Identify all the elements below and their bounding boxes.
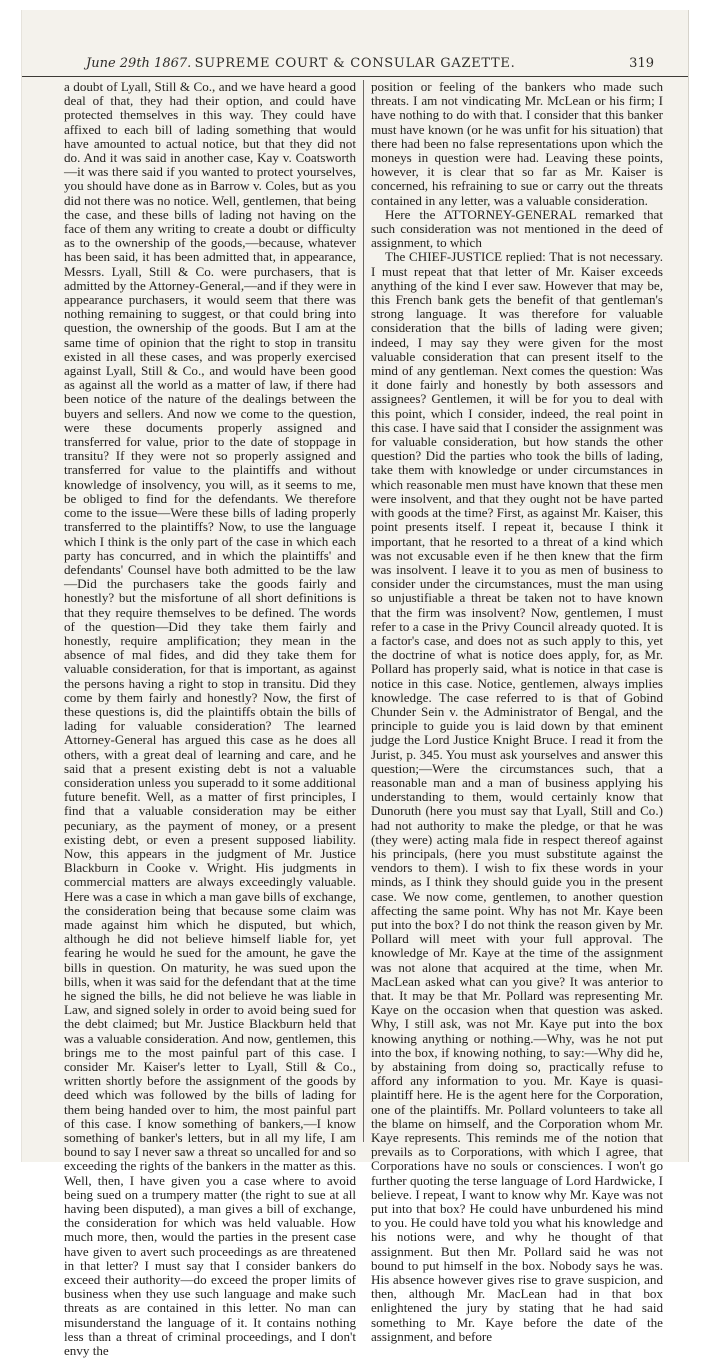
page-number: 319	[629, 56, 654, 71]
page-header	[22, 48, 688, 77]
column-divider	[363, 80, 364, 1142]
right-column	[371, 80, 663, 1344]
paragraph: position or feeling of the bankers who made such threats. I am not vindicating Mr. McLean or his firm; I have nothing to do with that. I consider that this banker must have known (or he was unfit for his situation) that there had been no false representations upon which the moneys in question were had. Leaving these points, however, it is clear that so far as Mr. Kaiser is concerned, his refraining to sue or carry out the threats contained in any letter, was a valuable consideration.	[371, 79, 663, 208]
issue-date: June 29th 1867.	[86, 56, 192, 71]
newspaper-page	[22, 10, 688, 1358]
paragraph: Here the ATTORNEY-GENERAL remarked that such consideration was not mentioned in the deed of assignment, to which	[371, 206, 663, 251]
left-column	[64, 80, 356, 1358]
paragraph: a doubt of Lyall, Still & Co., and we have heard a good deal of that, they had their option, and could have protected themselves in this way. They could have affixed to each bill of lading something that would have amounted to actual notice, but that they did not do. And it was said in another case, Kay v. Coatsworth—it was there said if you wanted to protect yourselves, you should have done as in Barrow v. Coles, but as you did not there was no notice. Well, gentlemen, that being the case, and these bills of lading not having on the face of them any writing to create a doubt or difficulty as to the ownership of the goods,—because, whatever has been said, it has been admitted that, in appearance, Messrs. Lyall, Still & Co. were purchasers, that is admitted by the Attorney-General,—and if they were in appearance purchasers, it would seem that there was nothing remaining to suggest, or that could bring into question, the ownership of the goods. But I am at the same time of opinion that the right to stop in transitu existed in all these cases, and was properly exercised against Lyall, Still & Co., and would have been good as against all the world as a matter of law, if there had been notice of the nature of the dealings between the buyers and sellers. And now we come to the question, were these documents properly assigned and transferred for value, prior to the date of stoppage in transitu? If they were not so properly assigned and transferred for value to the plaintiffs and without knowledge of insolvency, you will, as it seems to me, be obliged to find for the defendants. We therefore come to the issue—Were these bills of lading properly transferred to the plaintiffs? Now, to use the language which I think is the only part of the case in which each party has concurred, and in which the plaintiffs' and defendants' Counsel have both admitted to be the law—Did the purchasers take the goods fairly and honestly? but the misfortune of all short definitions is that they require themselves to be defined. The words of the question—Did they take them fairly and honestly, require amplification; they mean in the absence of mal fides, and did they take them for valuable consideration, for that is important, as against the persons having a right to stop in transitu. Did they come by them fairly and honestly? Now, the first of these questions is, did the plaintiffs obtain the bills of lading for valuable consideration? The learned Attorney-General has argued this case as he does all others, with a great deal of learning and care, and he said that a present existing debt is not a valuable consideration unless you superadd to it some additional future benefit. Well, as a matter of first principles, I find that a valuable consideration may be either pecuniary, as the payment of money, or a present existing debt, or even a present supposed liability. Now, this appears in the judgment of Mr. Justice Blackburn in Cooke v. Wright. His judgments in commercial matters are always exceedingly valuable. Here was a case in which a man gave bills of exchange, the consideration being that because some claim was made against him which he disputed, but which, although he did not believe himself liable for, yet fearing he would he sued for the amount, he gave the bills in question. On maturity, he was sued upon the bills, when it was said for the defendant that at the time he signed the bills, he did not believe he was liable in Law, and signed solely in order to avoid being sued for the debt claimed; but Mr. Justice Blackburn held that was a valuable consideration. And now, gentlemen, this brings me to the most painful part of this case. I consider Mr. Kaiser's letter to Lyall, Still & Co., written shortly before the assignment of the goods by deed which was followed by the bills of lading for them being handed over to him, the most painful part of this case. I know something of bankers,—I know something of banker's letters, but in all my life, I am bound to say I never saw a threat so uncalled for and so exceeding the rights of the bankers in the matter as this. Well, then, I have given you a case where to avoid being sued on a trumpery matter (the right to sue at all having been disputed), a man gives a bill of exchange, the consideration for which was held valuable. How much more, then, would the parties in the present case have given to avert such proceedings as are threatened in that letter? I must say that I consider bankers do exceed their authority—do exceed the proper limits of business when they use such language and make such threats as are contained in this letter. No man can misunderstand the language of it. It contains nothing less than a threat of criminal proceedings, and I don't envy the	[64, 79, 356, 1358]
paragraph: The CHIEF-JUSTICE replied: That is not necessary. I must repeat that that letter of Mr. Kaiser exceeds anything of the kind I ever saw. However that may be, this French bank gets the benefit of that gentleman's strong language. It was therefore for valuable consideration that the bills of lading were given; indeed, I may say they were given for the most valuable consideration that can present itself to the mind of any gentleman. Next comes the question: Was it done fairly and honestly by both assessors and assignees? Gentlemen, it will be for you to deal with this point, which I consider, indeed, the real point in this case. I have said that I consider the assignment was for valuable consideration, but how stands the other question? Did the parties who took the bills of lading, take them with knowledge or under circumstances in which reasonable men must have known that these men were insolvent, and that they ought not be have parted with goods at the time? First, as against Mr. Kaiser, this point presents itself. I repeat it, because I think it important, that he resorted to a threat of a kind which was not excusable even if he then knew that the firm was insolvent. I leave it to you as men of business to consider under the circumstances, must the man using so unjustifiable a threat be taken not to have known that the firm was insolvent? Now, gentlemen, I must refer to a case in the Privy Council already quoted. It is a factor's case, and does not as such apply to this, yet the doctrine of what is notice does apply, for, as Mr. Pollard has properly said, what is notice in that case is notice in this case. Notice, gentlemen, always implies knowledge. The case referred to is that of Gobind Chunder Sein v. the Administrator of Bengal, and the principle to guide you is laid down by that eminent judge the Lord Justice Knight Bruce. I read it from the Jurist, p. 345. You must ask yourselves and answer this question;—Were the circumstances such, that a reasonable man and a man of business applying his understanding to them, would certainly know that Dunoruth (here you must say that Lyall, Still and Co.) had not authority to make the pledge, or that he was (they were) acting mala fide in respect thereof against his principals, (here you must substitute against the vendors to them). I wish to fix these words in your minds, as I think they should guide you in the present case. We now come, gentlemen, to another question affecting the same point. Why has not Mr. Kaye been put into the box? I do not think the reason given by Mr. Pollard will meet with your full approval. The knowledge of Mr. Kaye at the time of the assignment was not alone that acquired at the time, when Mr. MacLean asked what can you give? It was anterior to that. It may be that Mr. Pollard was representing Mr. Kaye on the occasion when that question was asked. Why, I still ask, was not Mr. Kaye put into the box knowing anything or nothing.—Why, was he not put into the box, if knowing nothing, to say:—Why did he, by abstaining from doing so, practically refuse to afford any information to you. Mr. Kaye is quasi-plaintiff here. He is the agent here for the Corporation, one of the plaintiffs. Mr. Pollard volunteers to take all the blame on himself, and the Corporation whom Mr. Kaye represents. This reminds me of the notion that prevails as to Corporations, with which I agree, that Corporations have no souls or consciences. I won't go further quoting the terse language of Lord Hardwicke, I believe. I repeat, I want to know why Mr. Kaye was not put into that box? He could have unburdened his mind to you. He could have told you what his knowledge and his notions were, and why he thought of that assignment. But then Mr. Pollard said he was not bound to put himself in the box. Nobody says he was. His absence however gives rise to grave suspicion, and then, although Mr. MacLean had in that box enlightened the jury by stating that he had said something to Mr. Kaye before the date of the assignment, and before	[371, 249, 664, 1344]
publication-title: SUPREME COURT & CONSULAR GAZETTE.	[194, 56, 516, 71]
